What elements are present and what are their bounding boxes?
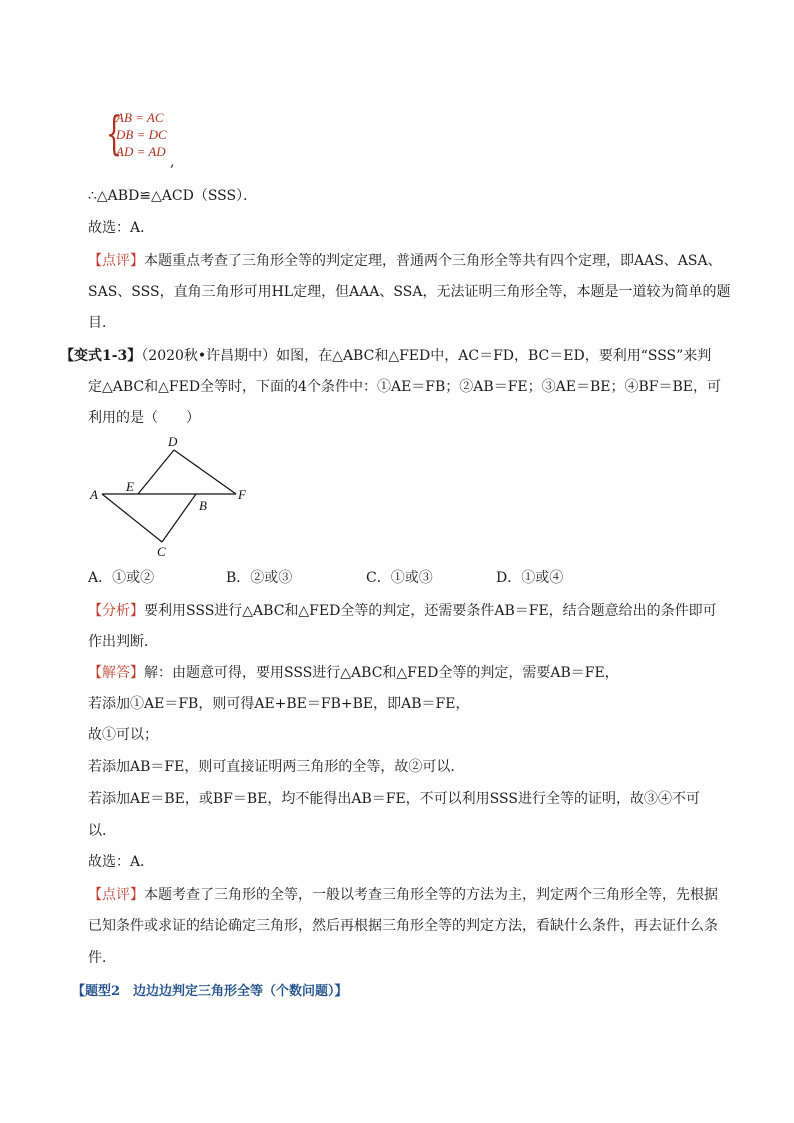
question-line-2: 定△ABC和△FED全等时，下面的4个条件中：①AE＝FB；②AB＝FE；③AE＝BE；④BF＝BE，可 <box>88 379 721 395</box>
comment-1-line-1 <box>88 251 722 271</box>
choice-c[interactable]: C．①或③ <box>366 570 433 586</box>
comment-1-line-2: SAS、SSS，直角三角形可用HL定理，但AAA、SSA，无法证明三角形全等，本题是一道较为简单的题 <box>88 284 731 300</box>
label-C: C <box>157 544 166 559</box>
answer-1: 故选：A． <box>88 220 155 236</box>
question-line-3: 利用的是（ ） <box>88 410 200 426</box>
answer-2: 故选：A． <box>88 854 155 870</box>
label-E: E <box>126 479 134 494</box>
analysis-line-1 <box>88 601 717 621</box>
segment-DF <box>174 450 236 494</box>
analysis-tag: 【分析】 <box>88 603 144 619</box>
comment-2-line-2: 已知条件或求证的结论确定三角形，然后再根据三角形全等的判定方法，看缺什么条件，再去证什么条 <box>88 918 718 934</box>
solution-line-1 <box>88 663 619 683</box>
comment-tag: 【点评】 <box>88 253 144 269</box>
equation-1: AB = AC <box>116 110 164 125</box>
choice-a[interactable]: A．①或② <box>88 570 155 586</box>
equation-3: AD = AD <box>116 144 166 159</box>
solution-line-2: 若添加①AE＝FB，则可得AE+BE＝FB+BE，即AB＝FE， <box>88 696 470 712</box>
equation-system <box>106 108 196 178</box>
comment-2-text-1: 本题考查了三角形的全等，一般以考查三角形全等的方法为主，判定两个三角形全等，先根据 <box>144 887 718 903</box>
comment-2-line-1 <box>88 885 718 905</box>
analysis-text-1: 要利用SSS进行△ABC和△FED全等的判定，还需要条件AB＝FE，结合题意给出的条件即可 <box>144 603 717 619</box>
solution-text-1: 解：由题意可得，要用SSS进行△ABC和△FED全等的判定，需要AB＝FE， <box>144 665 619 681</box>
geometry-figure <box>86 430 256 560</box>
label-B: B <box>199 498 207 513</box>
comment-1-text-1: 本题重点考查了三角形全等的判定定理，普通两个三角形全等共有四个定理，即AAS、ASA、 <box>144 253 722 269</box>
question-line-1 <box>60 346 711 366</box>
solution-line-4: 若添加AB＝FE，则可直接证明两三角形的全等，故②可以． <box>88 759 465 775</box>
question-text-1: （2020秋•许昌期中）如图，在△ABC和△FED中，AC＝FD，BC＝ED，要利用“SSS”来判 <box>141 348 712 364</box>
left-brace: { <box>106 106 123 160</box>
segment-ED <box>138 450 174 494</box>
segment-AC <box>102 494 162 542</box>
label-A: A <box>90 487 98 502</box>
comment-2-line-3: 件． <box>88 950 116 966</box>
solution-line-6: 以． <box>88 823 116 839</box>
solution-line-3: 故①可以； <box>88 727 158 743</box>
label-D: D <box>168 434 178 449</box>
solution-tag: 【解答】 <box>88 665 144 681</box>
conclusion-line: ∴△ABD≌△ACD（SSS）． <box>88 188 258 204</box>
system-comma: , <box>170 154 175 170</box>
question-tag: 【变式1-3】 <box>60 348 142 364</box>
choice-b[interactable]: B．②或③ <box>226 570 293 586</box>
comment-2-tag: 【点评】 <box>88 887 144 903</box>
analysis-line-2: 作出判断． <box>88 634 158 650</box>
choice-d[interactable]: D．①或④ <box>496 570 564 586</box>
equation-2: DB = DC <box>116 127 167 142</box>
comment-1-line-3: 目． <box>88 315 116 331</box>
solution-line-5: 若添加AE＝BE，或BF＝BE，均不能得出AB＝FE，不可以利用SSS进行全等的证明，故③④不可 <box>88 791 700 807</box>
section-title: 【题型2 边边边判定三角形全等（个数问题）】 <box>72 984 348 999</box>
label-F: F <box>238 487 246 502</box>
segment-CB <box>162 494 196 542</box>
